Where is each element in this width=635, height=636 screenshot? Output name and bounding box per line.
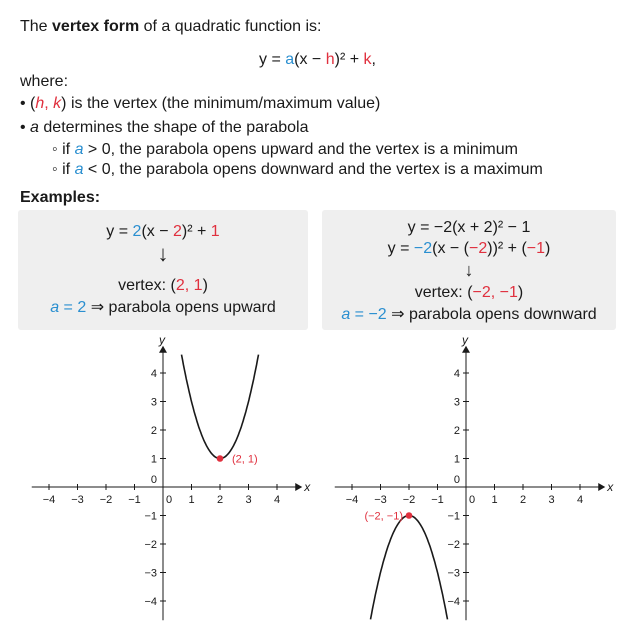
x-tick-label: 4 bbox=[576, 494, 584, 506]
vertex-label: (2, 1) bbox=[232, 453, 258, 466]
eq-text: y = bbox=[106, 223, 133, 240]
example-2-vertex bbox=[322, 283, 616, 303]
x-tick-label: −1 bbox=[431, 494, 444, 506]
a-note-text: ⇒ parabola opens upward bbox=[86, 299, 276, 316]
vertex-text: vertex: ( bbox=[414, 284, 473, 301]
formula-paren: ( bbox=[294, 51, 300, 68]
eq-text: ))² + ( bbox=[487, 240, 527, 257]
bullet-dot: • ( bbox=[20, 95, 36, 112]
sub-bullet-upward-text: > 0, the parabola opens upward and the vertex is a minimum bbox=[83, 141, 518, 158]
bullet-vertex-text: ) is the vertex (the minimum/maximum value) bbox=[61, 95, 381, 112]
formula-h: h bbox=[325, 51, 335, 68]
vertex-y: 1 bbox=[193, 277, 203, 294]
vertex-text: ) bbox=[517, 284, 524, 301]
x-axis-label: x bbox=[304, 480, 311, 494]
y-tick-label: 2 bbox=[150, 425, 157, 437]
bullet-h: h bbox=[35, 95, 45, 112]
a-eq: = bbox=[59, 299, 78, 316]
eq-a: 2 bbox=[132, 223, 142, 240]
vertex-text: ) bbox=[202, 277, 208, 294]
sub-bullet-dot: ◦ if bbox=[52, 141, 75, 158]
graph-downward-parabola bbox=[318, 330, 635, 636]
formula-square-plus: )² + bbox=[334, 51, 364, 68]
formula-k: k bbox=[363, 51, 372, 68]
a-label: a bbox=[50, 299, 60, 316]
vertex-x: −2 bbox=[472, 284, 491, 301]
down-arrow-icon: ↓ bbox=[157, 241, 169, 266]
x-tick-label: −2 bbox=[99, 494, 113, 506]
eq-text: (x − bbox=[141, 223, 173, 240]
example-1-a-note bbox=[18, 298, 308, 318]
eq-text: y = bbox=[387, 240, 414, 257]
parabola-curve bbox=[371, 516, 448, 620]
eq-text: )² + bbox=[181, 223, 211, 240]
y-tick-label: 3 bbox=[453, 396, 460, 409]
x-tick-label: −4 bbox=[345, 494, 359, 506]
eq-h: 2 bbox=[173, 223, 182, 240]
a-value: −2 bbox=[368, 306, 387, 323]
intro-line bbox=[20, 17, 322, 37]
eq-a: −2 bbox=[413, 240, 433, 257]
down-arrow-icon: ↓ bbox=[464, 260, 474, 280]
eq-h: −2 bbox=[469, 240, 488, 257]
y-tick-label: −1 bbox=[144, 510, 157, 523]
example-1-vertex bbox=[18, 276, 308, 296]
origin-label: 0 bbox=[150, 474, 157, 486]
formula-x: x bbox=[299, 51, 308, 68]
y-tick-label: −2 bbox=[447, 539, 460, 551]
sub-bullet-a: a bbox=[74, 161, 84, 178]
x-tick-label: 3 bbox=[245, 494, 252, 506]
x-axis-label: x bbox=[607, 480, 614, 494]
y-tick-label: −4 bbox=[144, 596, 157, 608]
y-axis-arrow-icon bbox=[462, 346, 470, 353]
x-tick-label: 2 bbox=[519, 494, 527, 506]
y-tick-label: 4 bbox=[150, 368, 157, 380]
formula-end: , bbox=[371, 51, 376, 68]
a-eq: = bbox=[350, 306, 369, 323]
eq-text: (x − ( bbox=[432, 240, 469, 257]
x-tick-label: 1 bbox=[491, 494, 498, 506]
sub-bullet-downward bbox=[52, 160, 543, 180]
example-2-equation-expanded bbox=[322, 239, 616, 259]
y-tick-label: −3 bbox=[447, 567, 460, 580]
a-value: 2 bbox=[77, 299, 87, 316]
vertex-formula bbox=[0, 50, 635, 70]
x-tick-label: 2 bbox=[216, 494, 224, 506]
origin-label: 0 bbox=[453, 474, 460, 486]
vertex-sep: , bbox=[490, 284, 500, 301]
x-axis-arrow-icon bbox=[295, 483, 302, 491]
x-tick-label: −4 bbox=[42, 494, 56, 506]
y-tick-label: 3 bbox=[150, 396, 157, 409]
origin-label: 0 bbox=[468, 494, 476, 506]
eq-text: ) bbox=[545, 240, 551, 257]
x-tick-label: −3 bbox=[374, 494, 387, 506]
a-label: a bbox=[341, 306, 351, 323]
y-tick-label: 1 bbox=[453, 453, 460, 466]
example-1-equation bbox=[18, 222, 308, 242]
eq-k: −1 bbox=[526, 240, 546, 257]
bullet-shape bbox=[20, 118, 308, 138]
y-axis-arrow-icon bbox=[159, 346, 167, 353]
formula-minus: − bbox=[307, 51, 326, 68]
y-axis-label: y bbox=[462, 332, 468, 347]
y-tick-label: −3 bbox=[144, 567, 157, 580]
example-2-a-note bbox=[322, 305, 616, 325]
x-tick-label: −3 bbox=[71, 494, 84, 506]
bullet-shape-text: determines the shape of the parabola bbox=[38, 119, 309, 136]
vertex-point bbox=[217, 455, 224, 462]
x-tick-label: 1 bbox=[188, 494, 195, 506]
vertex-text: vertex: ( bbox=[118, 277, 176, 294]
x-axis-arrow-icon bbox=[598, 483, 605, 491]
a-note-text: ⇒ parabola opens downward bbox=[386, 306, 597, 323]
sub-bullet-dot: ◦ if bbox=[52, 161, 75, 178]
example-2-box bbox=[322, 210, 616, 330]
y-tick-label: −1 bbox=[447, 510, 460, 523]
sub-bullet-a: a bbox=[74, 141, 84, 158]
y-tick-label: 1 bbox=[150, 453, 157, 466]
bullet-vertex bbox=[20, 94, 380, 114]
graph-upward-parabola bbox=[0, 330, 318, 636]
bullet-dot: • bbox=[20, 119, 31, 136]
where-label: where: bbox=[20, 73, 69, 90]
example-2-equation: y = −2(x + 2)² − 1 bbox=[407, 219, 531, 236]
y-tick-label: 2 bbox=[453, 425, 460, 437]
y-tick-label: 4 bbox=[453, 368, 460, 380]
formula-lhs: y = bbox=[259, 51, 286, 68]
bullet-a: a bbox=[30, 119, 39, 136]
x-tick-label: 4 bbox=[273, 494, 281, 506]
examples-title: Examples: bbox=[20, 189, 101, 206]
x-tick-label: 3 bbox=[548, 494, 555, 506]
parabola-curve bbox=[182, 355, 259, 459]
formula-a: a bbox=[285, 51, 295, 68]
bullet-k: k bbox=[53, 95, 62, 112]
y-tick-label: −2 bbox=[144, 539, 157, 551]
intro-text-end: of a quadratic function is: bbox=[139, 18, 322, 35]
bullet-comma: , bbox=[44, 95, 54, 112]
vertex-point bbox=[406, 512, 413, 519]
eq-k: 1 bbox=[210, 223, 220, 240]
y-axis-label: y bbox=[159, 332, 165, 347]
x-tick-label: −1 bbox=[128, 494, 141, 506]
vertex-sep: , bbox=[184, 277, 194, 294]
intro-text: The bbox=[20, 18, 53, 35]
vertex-x: 2 bbox=[175, 277, 185, 294]
vertex-y: −1 bbox=[499, 284, 518, 301]
sub-bullet-upward bbox=[52, 140, 518, 160]
example-1-box bbox=[18, 210, 308, 330]
origin-label: 0 bbox=[165, 494, 173, 506]
intro-bold: vertex form bbox=[52, 18, 140, 35]
sub-bullet-downward-text: < 0, the parabola opens downward and the vertex is a maximum bbox=[83, 161, 543, 178]
vertex-label: (−2, −1) bbox=[364, 510, 403, 523]
x-tick-label: −2 bbox=[402, 494, 416, 506]
y-tick-label: −4 bbox=[447, 596, 460, 608]
